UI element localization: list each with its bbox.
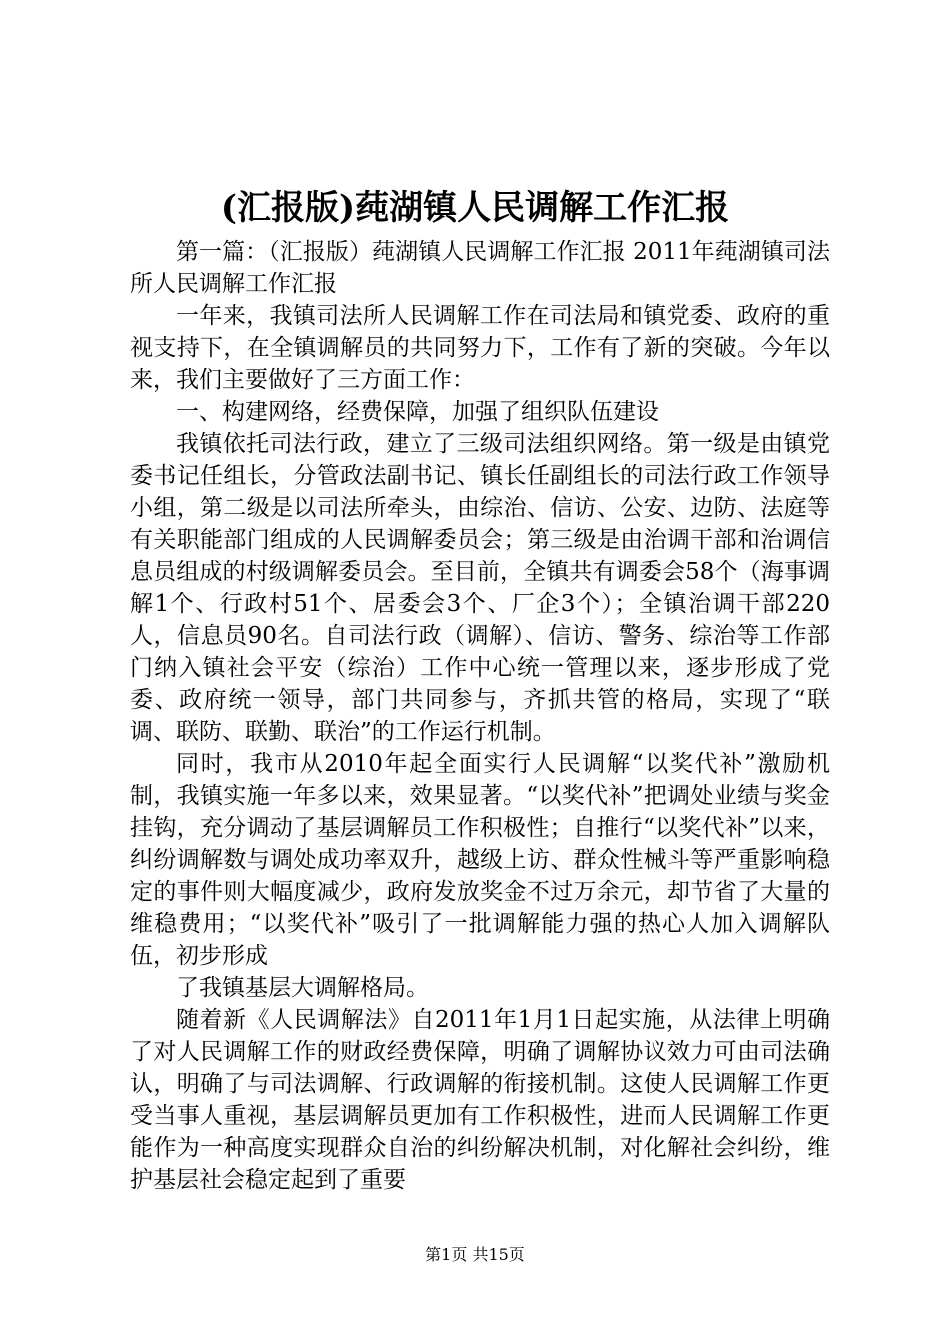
page-footer: 第1页 共15页 [425, 1245, 525, 1264]
paragraph-3: 我镇依托司法行政，建立了三级司法组织网络。第一级是由镇党委书记任组长，分管政法副书记、镇长任副组长的司法行政工作领导小组，第二级是以司法所牵头，由综治、信访、公安、边防、法庭等有关职能部门组成的人民调解委员会；第三级是由治调干部和治调信息员组成的村级调解委员会。至目前，全镇共有调委会58个（海事调解1个、行政村51个、居委会3个、厂企3个）；全镇治调干部220人，信息员90名。自司法行政（调解）、信访、警务、综治等工作部门纳入镇社会平安（综治）工作中心统一管理以来，逐步形成了党委、政府统一领导，部门共同参与，齐抓共管的格局，实现了“联调、联防、联勤、联治”的工作运行机制。 [130, 431, 830, 745]
document-body [130, 236, 830, 1196]
paragraph-6: 随着新《人民调解法》自2011年1月1日起实施，从法律上明确了对人民调解工作的财政经费保障，明确了调解协议效力可由司法确认，明确了与司法调解、行政调解的衔接机制。这使人民调解工作更受当事人重视，基层调解员更加有工作积极性，进而人民调解工作更能作为一种高度实现群众自治的纠纷解决机制，对化解社会纠纷，维护基层社会稳定起到了重要 [130, 1007, 830, 1193]
paragraph-1: 第一篇：（汇报版）莼湖镇人民调解工作汇报 2011年莼湖镇司法所人民调解工作汇报 [130, 239, 830, 297]
paragraph-4: 同时，我市从2010年起全面实行人民调解“以奖代补”激励机制，我镇实施一年多以来，效果显著。“以奖代补”把调处业绩与奖金挂钩，充分调动了基层调解员工作积极性；自推行“以奖代补”以来，纠纷调解数与调处成功率双升，越级上访、群众性械斗等严重影响稳定的事件则大幅度减少，政府发放奖金不过万余元，却节省了大量的维稳费用；“以奖代补”吸引了一批调解能力强的热心人加入调解队伍，初步形成 [130, 751, 830, 969]
document-title: (汇报版)莼湖镇人民调解工作汇报 [220, 188, 730, 228]
paragraph-5: 了我镇基层大调解格局。 [176, 975, 429, 1001]
paragraph-2: 一年来，我镇司法所人民调解工作在司法局和镇党委、政府的重视支持下，在全镇调解员的共同努力下，工作有了新的突破。今年以来，我们主要做好了三方面工作： [130, 303, 830, 393]
section-heading-1: 一、构建网络，经费保障，加强了组织队伍建设 [176, 399, 659, 425]
